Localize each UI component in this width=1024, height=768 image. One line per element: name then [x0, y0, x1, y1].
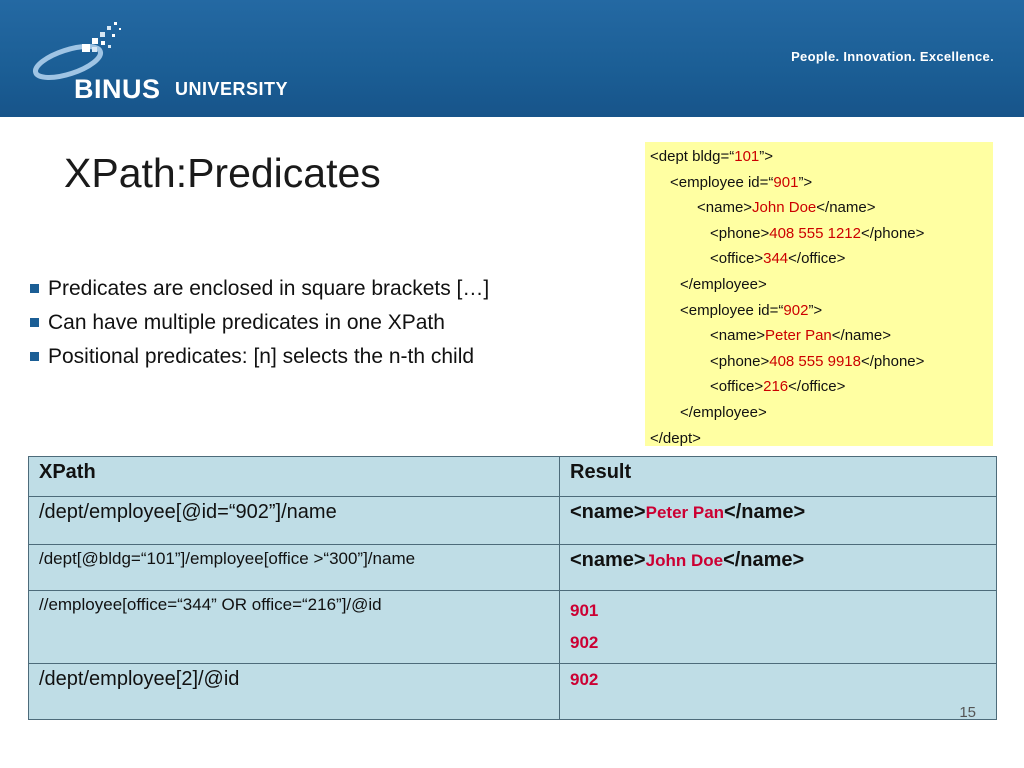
xml-value: 408 555 9918 — [769, 352, 861, 370]
xml-value: 101 — [734, 148, 760, 165]
xml-line — [645, 300, 993, 326]
result-value: 901 — [570, 601, 599, 620]
xpath-cell: /dept[@bldg=“101”]/employee[office >“300”]/name — [29, 545, 560, 591]
table-row — [29, 664, 997, 720]
page-number: 15 — [959, 704, 976, 721]
xml-value: John Doe — [752, 199, 817, 217]
bullet-text: Positional predicates: [n] selects the n-th child — [48, 345, 475, 368]
xml-line — [645, 172, 993, 198]
xml-line — [645, 351, 993, 377]
xml-tag: <name> — [710, 327, 766, 345]
table-row — [29, 545, 997, 591]
xml-value: 902 — [783, 301, 809, 319]
bullet-item — [30, 274, 489, 308]
xml-line — [645, 325, 993, 351]
xml-tag: ”> — [759, 148, 774, 165]
xml-value: Peter Pan — [765, 327, 832, 345]
xml-tag: </name> — [816, 199, 876, 217]
xml-line — [645, 428, 993, 454]
xml-line — [645, 402, 993, 428]
result-value: 902 — [570, 633, 599, 652]
xml-tag: ”> — [798, 173, 813, 191]
table-header-row — [29, 457, 997, 497]
xml-line — [645, 146, 993, 172]
result-value: John Doe — [645, 551, 724, 570]
binus-logo — [28, 14, 318, 104]
xml-value: 216 — [763, 378, 789, 396]
result-cell — [560, 497, 997, 545]
xml-line — [645, 376, 993, 402]
xml-value: 901 — [773, 173, 799, 191]
bullet-square-icon — [30, 284, 39, 293]
xpath-cell: //employee[office=“344” OR office=“216”]/@id — [29, 591, 560, 664]
result-tag: </name> — [724, 501, 806, 523]
xml-tag: <phone> — [710, 224, 770, 242]
table-row — [29, 497, 997, 545]
xml-tag: </office> — [788, 250, 846, 268]
result-cell — [560, 591, 997, 664]
xml-tag: </office> — [788, 378, 846, 396]
xml-tag: ”> — [808, 301, 823, 319]
logo-brand-text: BINUS — [74, 74, 161, 104]
xml-value: 344 — [763, 250, 789, 268]
bullet-text: Predicates are enclosed in square brackets […] — [48, 277, 490, 300]
xml-tag: </name> — [831, 327, 891, 345]
slide-title: XPath:Predicates — [64, 150, 381, 196]
xml-value: 408 555 1212 — [769, 224, 861, 242]
bullet-square-icon — [30, 352, 39, 361]
result-tag: </name> — [723, 549, 805, 571]
xml-line — [645, 197, 993, 223]
xml-line — [645, 274, 993, 300]
table-row — [29, 591, 997, 664]
xpath-cell: /dept/employee[2]/@id — [29, 664, 560, 720]
result-tag: <name> — [570, 501, 646, 523]
xml-line — [645, 248, 993, 274]
logo-university-text: UNIVERSITY — [175, 79, 289, 99]
xml-tag: </phone> — [861, 352, 925, 370]
xml-tag: <name> — [697, 199, 753, 217]
xml-tag: </dept> — [650, 429, 701, 447]
xml-tag: <employee id=“ — [670, 173, 774, 191]
tagline: People. Innovation. Excellence. — [791, 49, 994, 64]
xml-tag: </employee> — [680, 275, 767, 293]
result-cell — [560, 664, 997, 720]
bullet-square-icon — [30, 318, 39, 327]
xml-tag: <phone> — [710, 352, 770, 370]
xml-example-box — [645, 142, 993, 446]
xpath-cell: /dept/employee[@id=“902”]/name — [29, 497, 560, 545]
xml-tag: <office> — [710, 378, 764, 396]
header-xpath: XPath — [29, 457, 560, 497]
bullet-list — [30, 274, 489, 376]
xpath-result-table — [28, 456, 997, 720]
xml-tag: <office> — [710, 250, 764, 268]
result-value: 902 — [570, 670, 599, 689]
bullet-text: Can have multiple predicates in one XPath — [48, 311, 445, 334]
header-banner — [0, 0, 1024, 117]
header-result: Result — [560, 457, 997, 497]
xml-tag: <dept bldg=“ — [650, 148, 735, 165]
bullet-item — [30, 308, 489, 342]
result-value: Peter Pan — [645, 503, 725, 522]
xml-tag: </phone> — [861, 224, 925, 242]
xml-line — [645, 223, 993, 249]
result-cell — [560, 545, 997, 591]
xml-tag: <employee id=“ — [680, 301, 784, 319]
bullet-item — [30, 342, 489, 376]
result-tag: <name> — [570, 549, 646, 571]
xml-tag: </employee> — [680, 403, 767, 421]
